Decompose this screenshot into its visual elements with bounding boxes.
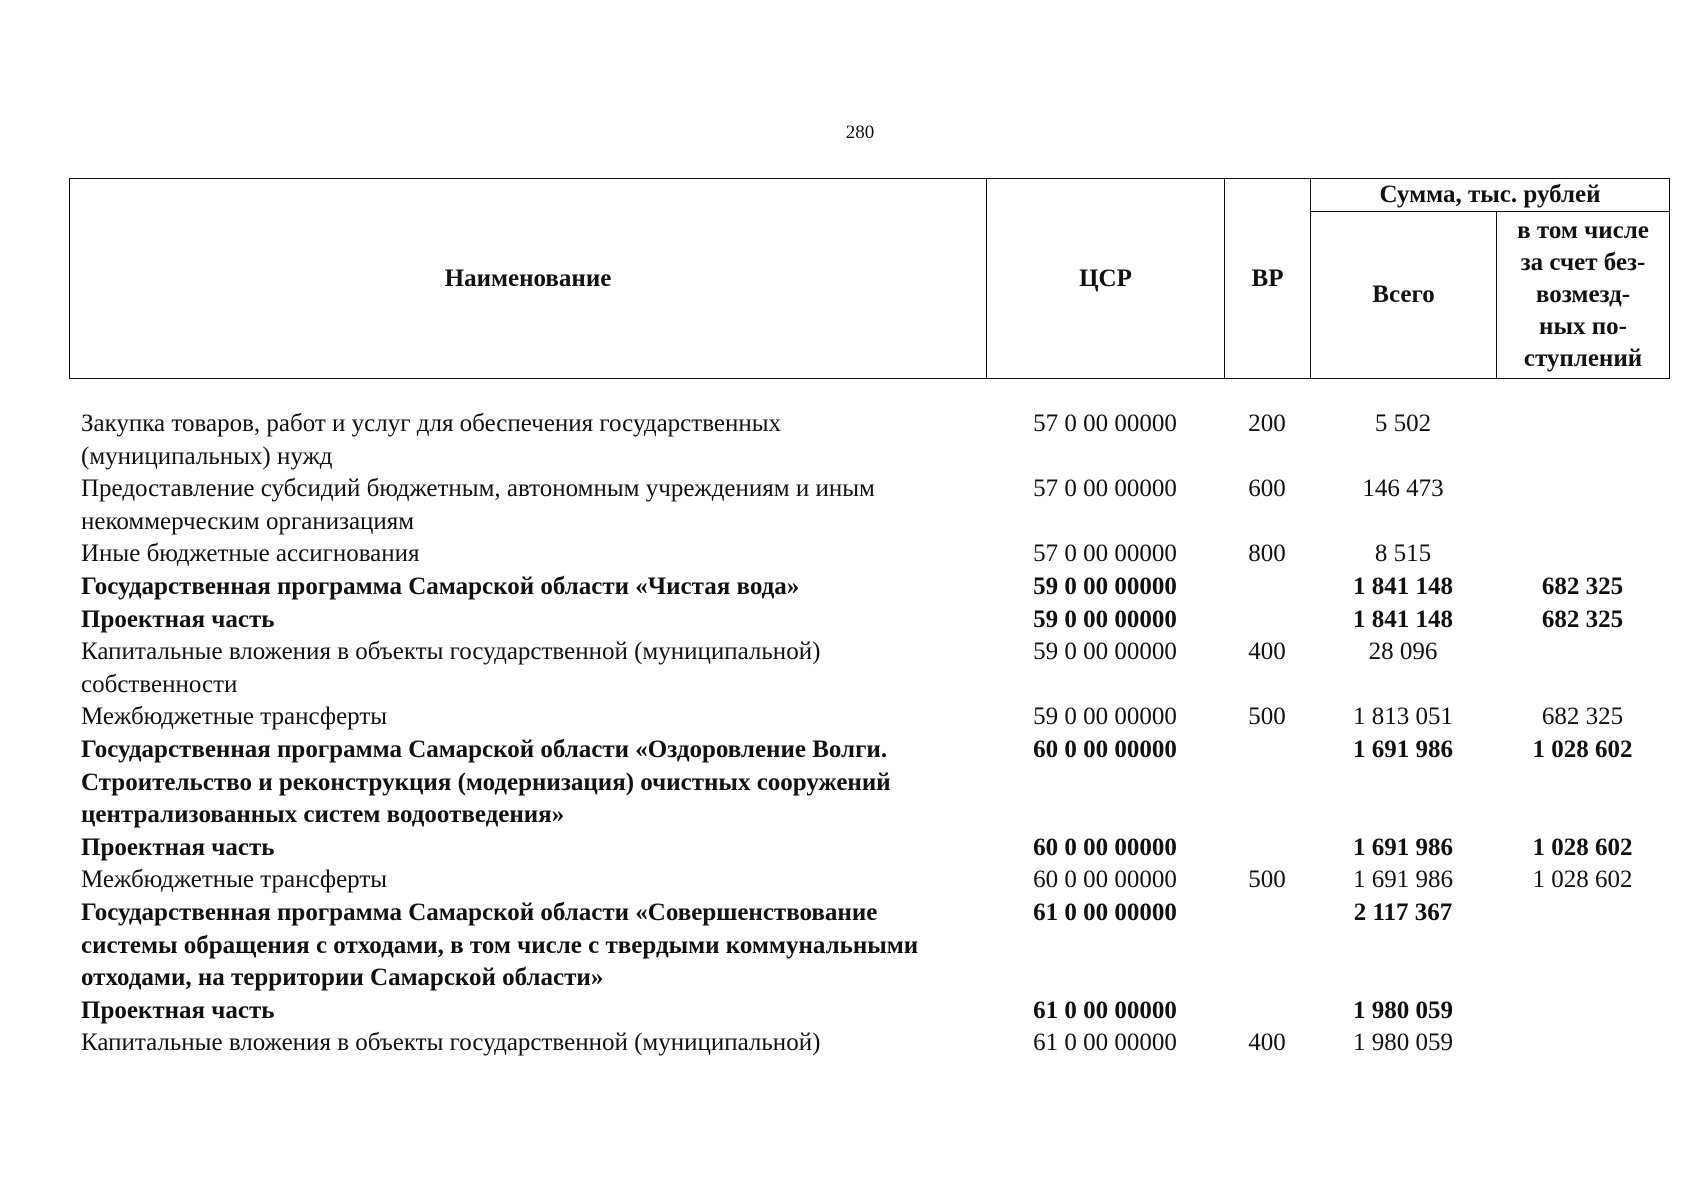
header-free-line: ступлений (1523, 345, 1643, 372)
row-name-cell: Капитальные вложения в объекты государственной (муниципальной) собственности (81, 638, 821, 698)
header-free-receipts (1497, 212, 1670, 379)
row-total-cell: 8 515 (1374, 540, 1432, 568)
row-csr-cell: 60 0 00 00000 (1033, 833, 1177, 861)
row-csr-cell: 61 0 00 00000 (1033, 898, 1177, 926)
row-free-receipts-cell: 1 028 602 (1532, 866, 1633, 894)
table-row (69, 636, 1669, 701)
row-csr-cell: 59 0 00 00000 (1033, 605, 1177, 633)
row-vr-cell: 500 (1248, 866, 1286, 894)
table-row (69, 734, 1669, 832)
row-free-receipts-cell: 1 028 602 (1532, 833, 1633, 861)
table-row (69, 995, 1669, 1028)
row-free-receipts-cell: 1 028 602 (1532, 735, 1633, 763)
row-free-receipts-cell (1496, 995, 1669, 1028)
table-row (69, 864, 1669, 897)
row-total-cell: 2 117 367 (1353, 898, 1453, 926)
row-csr-cell: 59 0 00 00000 (1033, 703, 1177, 731)
row-total-cell: 146 473 (1362, 475, 1444, 503)
row-csr-cell: 61 0 00 00000 (1033, 1029, 1177, 1057)
row-total-cell: 1 980 059 (1353, 996, 1453, 1024)
row-total-cell: 1 691 986 (1353, 866, 1453, 894)
row-vr-cell (1224, 897, 1310, 995)
row-name-cell: Государственная программа Самарской области «Чистая вода» (81, 572, 800, 600)
row-name-cell: Предоставление субсидий бюджетным, автономным учреждениям и иным некоммерческим организациям (81, 475, 875, 535)
header-free-line: возмезд- (1535, 281, 1631, 308)
table-row (69, 897, 1669, 995)
row-csr-cell: 57 0 00 00000 (1033, 475, 1177, 503)
row-free-receipts-cell: 682 325 (1541, 572, 1624, 600)
row-total-cell: 1 813 051 (1353, 703, 1453, 731)
row-csr-cell: 60 0 00 00000 (1033, 866, 1177, 894)
row-vr-cell (1224, 604, 1310, 637)
row-vr-cell (1224, 832, 1310, 865)
header-csr: ЦСР (987, 179, 1225, 379)
table-row (69, 538, 1669, 571)
row-free-receipts-cell (1496, 636, 1669, 701)
row-vr-cell: 400 (1248, 1029, 1286, 1057)
table-row (69, 571, 1669, 604)
table-row (69, 473, 1669, 538)
row-vr-cell: 600 (1248, 475, 1286, 503)
row-total-cell: 1 841 148 (1353, 605, 1453, 633)
table-row (69, 1027, 1669, 1060)
header-name: Наименование (70, 179, 987, 379)
table-row (69, 604, 1669, 637)
table-row (69, 832, 1669, 865)
row-total-cell: 1 841 148 (1353, 572, 1453, 600)
table-row (69, 408, 1669, 473)
row-free-receipts-cell: 682 325 (1541, 703, 1624, 731)
row-free-receipts-cell: 682 325 (1541, 605, 1624, 633)
row-name-cell: Проектная часть (81, 833, 275, 861)
row-name-cell: Закупка товаров, работ и услуг для обеспечения государственных (муниципальных) нужд (81, 410, 782, 470)
table-header (69, 178, 1670, 379)
row-csr-cell: 57 0 00 00000 (1033, 410, 1177, 437)
row-vr-cell (1224, 995, 1310, 1028)
row-csr-cell: 59 0 00 00000 (1033, 572, 1177, 600)
row-name-cell: Проектная часть (81, 996, 275, 1024)
row-csr-cell: 61 0 00 00000 (1033, 996, 1177, 1024)
row-name-cell: Проектная часть (81, 605, 275, 633)
table-body (69, 408, 1669, 1060)
row-free-receipts-cell (1496, 408, 1669, 473)
row-free-receipts-cell (1496, 897, 1669, 995)
header-free-line: в том числе (1517, 217, 1649, 244)
row-total-cell: 28 096 (1368, 638, 1438, 666)
row-vr-cell: 800 (1248, 540, 1286, 568)
row-vr-cell (1224, 734, 1310, 832)
row-name-cell: Государственная программа Самарской области «Совершенствование системы обращения с отходами, в том числе с твердыми коммунальными отходами, на территории Самарской области» (81, 898, 919, 992)
row-total-cell: 1 980 059 (1353, 1029, 1453, 1057)
row-vr-cell: 400 (1248, 638, 1286, 666)
page-number: 280 (845, 122, 875, 143)
row-free-receipts-cell (1496, 473, 1669, 538)
row-csr-cell: 60 0 00 00000 (1033, 735, 1177, 763)
table-row (69, 701, 1669, 734)
row-total-cell: 5 502 (1374, 410, 1432, 437)
row-name-cell: Межбюджетные трансферты (81, 866, 388, 894)
row-name-cell: Государственная программа Самарской области «Оздоровление Волги. Строительство и реконструкция (модернизация) очистных сооружений централизованных систем водоотведения» (81, 735, 891, 829)
row-vr-cell: 200 (1248, 410, 1286, 437)
row-vr-cell: 500 (1248, 703, 1286, 731)
budget-table (69, 408, 1669, 1060)
row-csr-cell: 59 0 00 00000 (1033, 638, 1177, 666)
row-name-cell: Иные бюджетные ассигнования (81, 540, 420, 568)
header-vr: ВР (1225, 179, 1311, 379)
row-total-cell: 1 691 986 (1353, 833, 1453, 861)
row-csr-cell: 57 0 00 00000 (1033, 540, 1177, 568)
row-vr-cell (1224, 571, 1310, 604)
row-name-cell: Капитальные вложения в объекты государственной (муниципальной) (81, 1029, 821, 1057)
header-total: Всего (1311, 212, 1497, 379)
header-free-line: за счет без- (1520, 249, 1646, 276)
header-sum-group: Сумма, тыс. рублей (1311, 179, 1670, 212)
row-total-cell: 1 691 986 (1353, 735, 1453, 763)
header-free-line: ных по- (1539, 313, 1627, 340)
row-free-receipts-cell (1496, 538, 1669, 571)
row-name-cell: Межбюджетные трансферты (81, 703, 388, 731)
row-free-receipts-cell (1496, 1027, 1669, 1060)
